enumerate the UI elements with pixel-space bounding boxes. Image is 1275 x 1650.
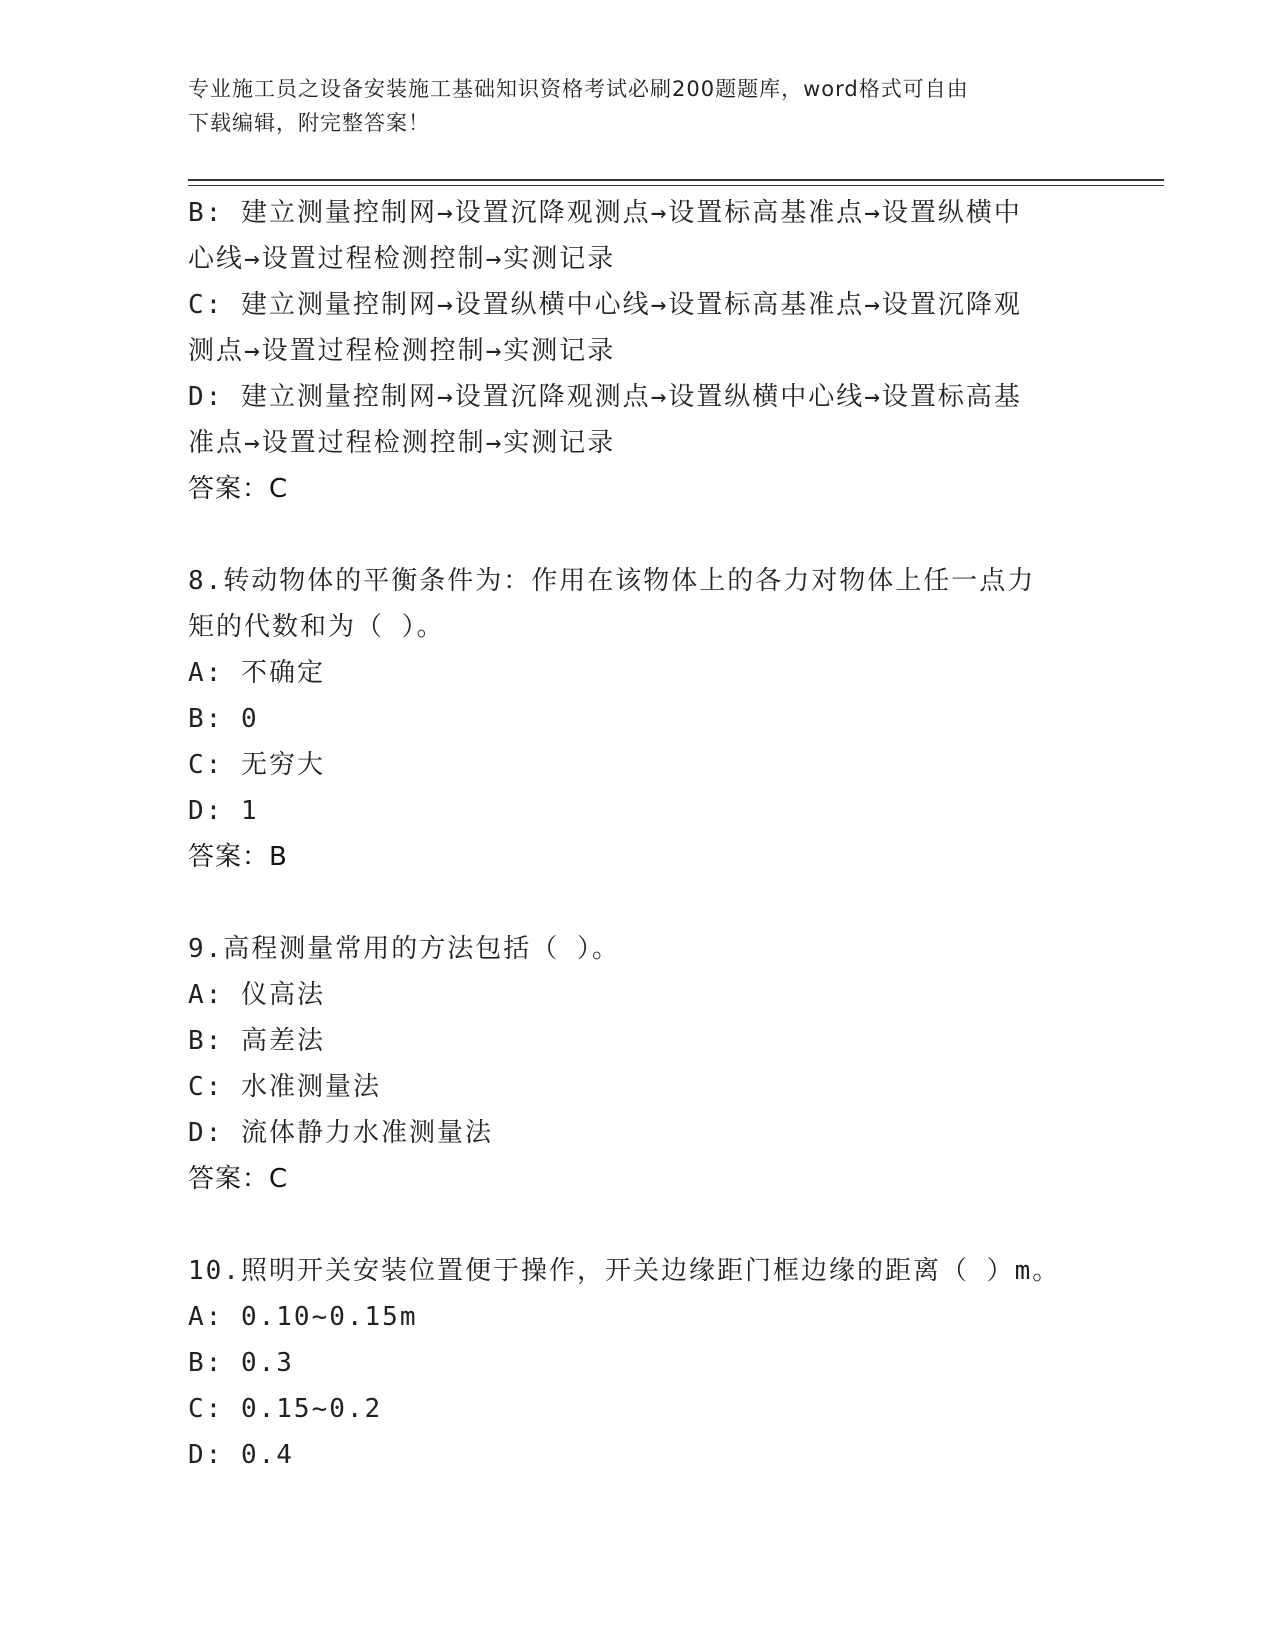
option-b: B: 0 (188, 704, 259, 734)
option-b: B: 建立测量控制网→设置沉降观测点→设置标高基准点→设置纵横中 (188, 198, 1022, 228)
option-d: D: 建立测量控制网→设置沉降观测点→设置纵横中心线→设置标高基 (188, 382, 1022, 412)
option-d: D: 流体静力水准测量法 (188, 1118, 493, 1148)
document-header (188, 72, 1068, 140)
option-a: A: 仪高法 (188, 980, 325, 1010)
option-a: A: 不确定 (188, 658, 325, 688)
document-body (188, 190, 1088, 1478)
answer-label: 答案：C (188, 1164, 289, 1194)
question-stem: 8.转动物体的平衡条件为：作用在该物体上的各力对物体上任一点力 (188, 566, 1036, 596)
answer-label: 答案：B (188, 842, 288, 872)
question-stem-continued: 矩的代数和为（ ）。 (188, 612, 445, 642)
option-b: B: 高差法 (188, 1026, 325, 1056)
question-10 (188, 1248, 1088, 1478)
question-stem: 10.照明开关安装位置便于操作，开关边缘距门框边缘的距离（ ）m。 (188, 1256, 1061, 1286)
option-c: C: 水准测量法 (188, 1072, 381, 1102)
question-7-continued (188, 190, 1088, 512)
header-rule-thin (188, 185, 1164, 186)
option-b-continued: 心线→设置过程检测控制→实测记录 (188, 244, 616, 274)
question-9 (188, 926, 1088, 1202)
header-title-line-1: 专业施工员之设备安装施工基础知识资格考试必刷200题题库，word格式可自由 (188, 77, 969, 101)
option-b: B: 0.3 (188, 1348, 294, 1378)
spacer (188, 880, 1088, 926)
option-d: D: 1 (188, 796, 259, 826)
header-title-line-2: 下载编辑，附完整答案！ (188, 111, 430, 135)
answer-label: 答案：C (188, 474, 289, 504)
option-d: D: 0.4 (188, 1440, 294, 1470)
option-c-continued: 测点→设置过程检测控制→实测记录 (188, 336, 616, 366)
question-stem: 9.高程测量常用的方法包括（ ）。 (188, 934, 620, 964)
option-c: C: 建立测量控制网→设置纵横中心线→设置标高基准点→设置沉降观 (188, 290, 1022, 320)
option-a: A: 0.10~0.15m (188, 1302, 418, 1332)
option-d-continued: 准点→设置过程检测控制→实测记录 (188, 428, 616, 458)
question-8 (188, 558, 1088, 880)
spacer (188, 1202, 1088, 1248)
spacer (188, 512, 1088, 558)
option-c: C: 无穷大 (188, 750, 325, 780)
option-c: C: 0.15~0.2 (188, 1394, 383, 1424)
header-rule-thick (188, 179, 1164, 181)
